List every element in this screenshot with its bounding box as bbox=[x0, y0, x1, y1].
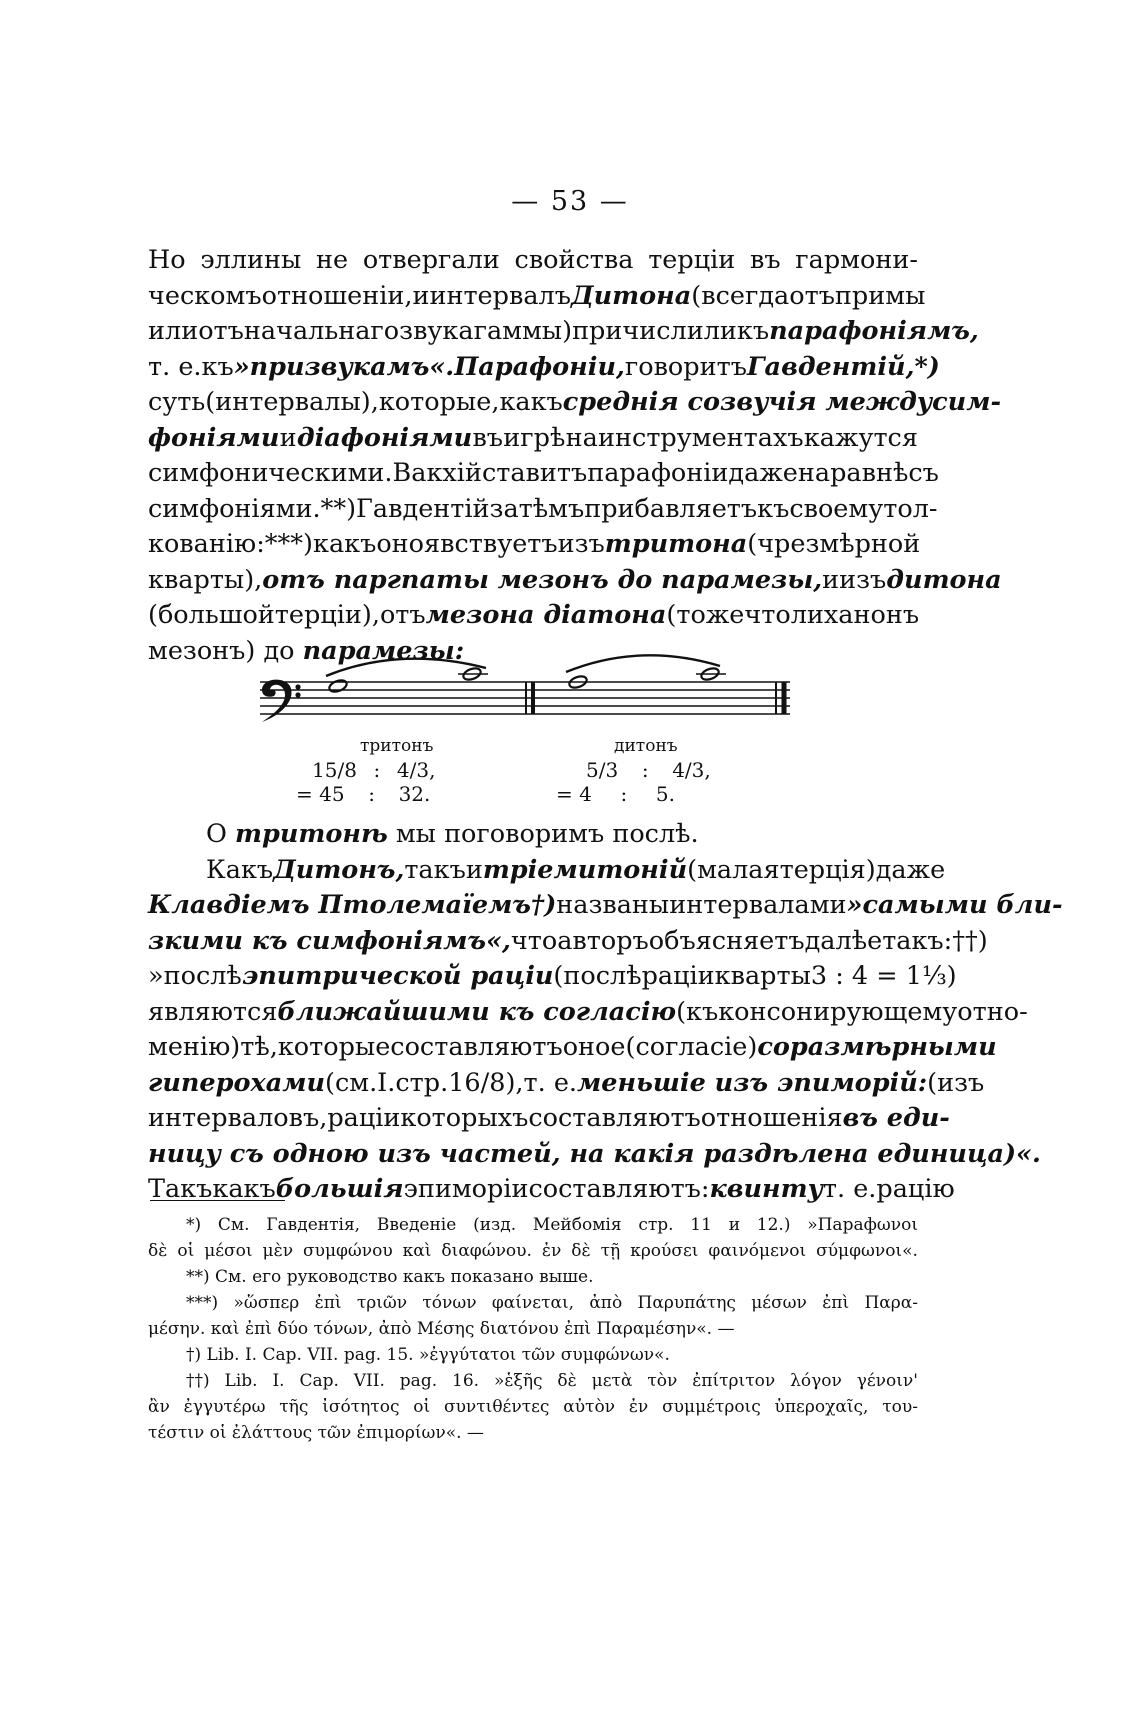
footnote-rule bbox=[150, 1200, 285, 1201]
footnote-line: ἂν ἐγγυτέρω τῆς ἰσότητος οἱ συντιθέντες αὐτὸν ἐν συμμέτροις ὑπεροχαῖς, του- bbox=[148, 1397, 918, 1417]
paragraph-1 bbox=[148, 243, 1002, 669]
text-line: кованію:***) какъ оно явствуетъ изъ тритона (чрезмѣрной bbox=[148, 529, 921, 559]
text-line: суть (интервалы), которые, какъ среднія созвучія между сим- bbox=[148, 387, 1002, 417]
text-line: мезонъ) до парамезы: bbox=[148, 635, 465, 666]
text-line: зкими къ симфоніямъ«, что авторъ объясняетъ далѣе такъ:††) bbox=[148, 925, 988, 956]
ratio-row-tritone-top: 15/8 : 4/3, bbox=[312, 758, 436, 782]
text-line: Клавдіемъ Птолемаїемъ†) названы интервалами »самыми бли- bbox=[148, 890, 1063, 920]
ditone-label: дитонъ bbox=[614, 736, 678, 756]
text-line: или отъ начальнаго звука гаммы) причислили къ парафоніямъ, bbox=[148, 316, 979, 346]
page-number: — 53 — bbox=[511, 186, 629, 217]
tie-arc bbox=[566, 655, 720, 672]
footnote-line: *) См. Гавдентія, Введеніе (изд. Мейбомія стр. 11 и 12.) »Парафωνοι bbox=[186, 1215, 918, 1235]
footnote-line: τέστιν οἱ ἐλάττους τῶν ἐπιμορίων«. — bbox=[148, 1423, 484, 1443]
footnote-line: δὲ οἱ μέσοι μὲν συμφώνου καὶ διαφώνου. ἐν δὲ τῇ κρούσει φαινόμενοι σύμφωνοι«. bbox=[148, 1241, 918, 1261]
tritone-label: тритонъ bbox=[360, 736, 434, 756]
text-line: Такъ какъ большія эпиморіи составляютъ: квинту т. е. рацію bbox=[148, 1174, 955, 1204]
footnote-line: μέσην. καὶ ἐπὶ δύο τόνων, ἀπὸ Μέσης διατόνου ἐπὶ Παραμέσην«. — bbox=[148, 1319, 735, 1339]
text-line: менію) тѣ, которые составляютъ оное (согласіе) соразмѣрными bbox=[148, 1032, 997, 1062]
text-line: О тритонѣ мы поговоримъ послѣ. bbox=[206, 819, 699, 849]
ratio-row-ditone-bottom: = 4 : 5. bbox=[556, 782, 675, 806]
ratio-row-tritone-bottom: = 45 : 32. bbox=[296, 782, 431, 806]
bass-clef-icon bbox=[262, 680, 301, 722]
text-line: ницу съ одною изъ частей, на какія раздѣлена единица)«. bbox=[148, 1138, 1041, 1169]
text-line: Какъ Дитонъ, такъ и тріемитоній (малая терція) даже bbox=[206, 854, 946, 885]
footnotes bbox=[148, 1212, 918, 1446]
footnote-line: **) См. его руководство какъ показано выше. bbox=[186, 1267, 594, 1287]
text-line: ческомъ отношеніи, и интервалъ Дитона (всегда отъ примы bbox=[148, 280, 926, 311]
text-line: являются ближайшими къ согласію (къ консонирующему отно- bbox=[148, 996, 1028, 1027]
text-line: »послѣ эпитрической раціи (послѣ раціи кварты 3 : 4 = 1⅓) bbox=[148, 961, 957, 991]
footnote-line: ††) Lib. I. Cap. VII. pag. 16. »ἑξῆς δὲ μετὰ τὸν ἐπίτριτον λόγον γένοιν' bbox=[186, 1371, 918, 1391]
text-line: симфоническими. Вакхій ставитъ парафоніи даже наравнѣ съ bbox=[148, 458, 939, 488]
whole-note bbox=[328, 678, 348, 694]
text-line: (большой терціи), отъ мезона діатона (тоже что лиханонъ bbox=[148, 600, 920, 630]
text-line: фоніями и діафоніями въ игрѣ на инструментахъ кажутся bbox=[148, 422, 918, 453]
text-line: т. е. къ »призвукамъ«. Парафоніи, говоритъ Гавдентій,*) bbox=[148, 351, 940, 382]
footnote-line: ***) »ὥσπερ ἐπὶ τριῶν τόνων φαίνεται, ἀπὸ Παρυπάτης μέσων ἐπὶ Παρα- bbox=[186, 1293, 918, 1313]
footnote-line: †) Lib. I. Cap. VII. pag. 15. »ἐγγύτατοι τῶν συμφώνων«. bbox=[186, 1345, 670, 1365]
text-line: интерваловъ, раціи которыхъ составляютъ отношенія въ еди- bbox=[148, 1103, 950, 1133]
paragraph-2 bbox=[148, 817, 1063, 1208]
ratio-row-ditone-top: 5/3 : 4/3, bbox=[586, 758, 711, 782]
text-line: симфоніями.**) Гавдентій затѣмъ прибавляетъ къ своему тол- bbox=[148, 493, 938, 524]
text-line: гиперохами (см. I. стр. 16/8), т. е. меньшіе изъ эпиморій: (изъ bbox=[148, 1067, 985, 1098]
text-line: Но эллины не отвергали свойства терціи въ гармони- bbox=[148, 245, 918, 275]
text-line: кварты), отъ паргпаты мезонъ до парамезы, и изъ дитона bbox=[148, 564, 1002, 595]
